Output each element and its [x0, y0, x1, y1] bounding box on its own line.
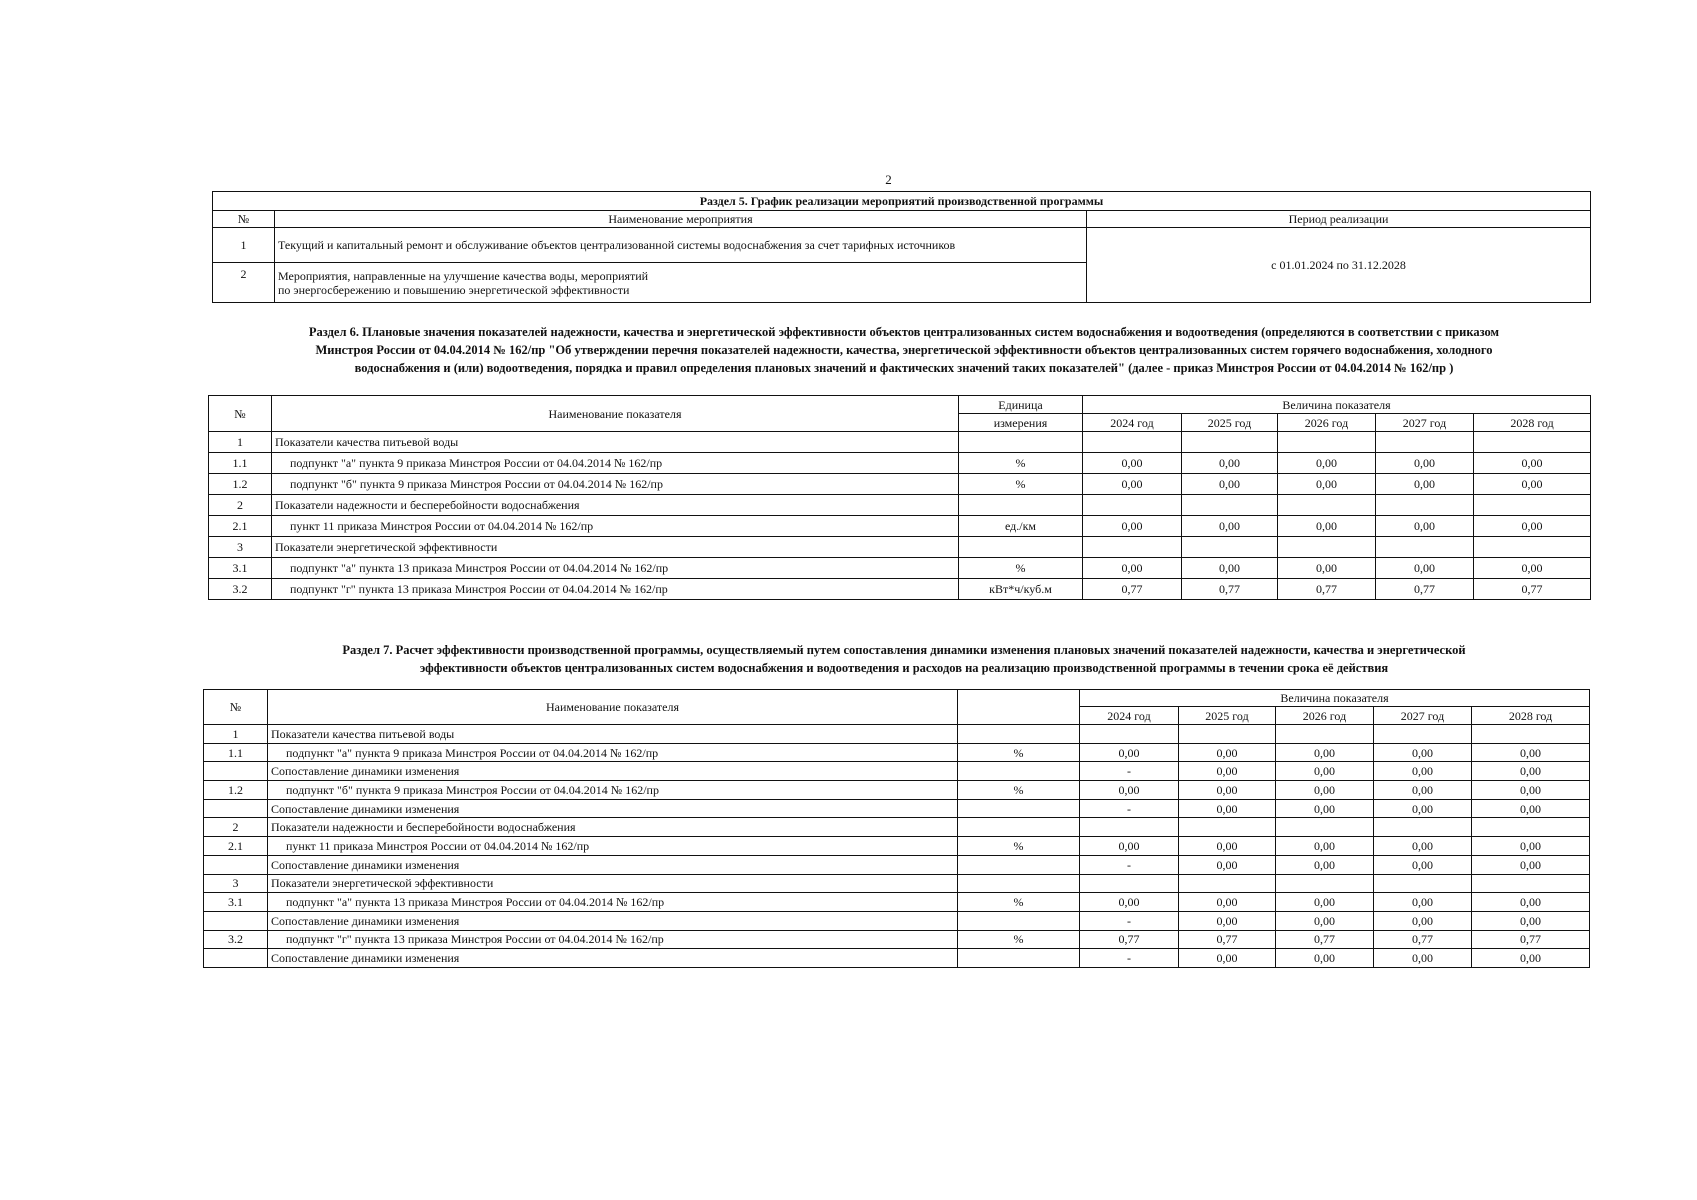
row-indicator-name: подпункт "а" пункта 9 приказа Минстроя России от 04.04.2014 № 162/пр	[272, 453, 959, 474]
row-no	[204, 911, 268, 930]
event-name-line: по энергосбережению и повышению энергетической эффективности	[278, 282, 630, 297]
row-value: -	[1080, 855, 1179, 874]
row-value	[1472, 725, 1590, 744]
row-unit	[958, 874, 1080, 893]
row-no	[204, 799, 268, 818]
row-unit: %	[958, 743, 1080, 762]
table-row	[204, 743, 1590, 762]
row-value: 0,00	[1182, 453, 1278, 474]
event-no: 1	[213, 228, 275, 263]
row-no: 1.2	[204, 781, 268, 800]
row-value	[1080, 874, 1179, 893]
row-no: 3.1	[204, 893, 268, 912]
row-value	[1278, 537, 1376, 558]
row-value: 0,00	[1083, 474, 1182, 495]
row-value: 0,00	[1472, 855, 1590, 874]
header-unit	[958, 690, 1080, 725]
row-value: 0,00	[1276, 743, 1374, 762]
row-unit	[959, 537, 1083, 558]
row-value: 0,00	[1080, 837, 1179, 856]
row-indicator-name: Показатели качества питьевой воды	[272, 432, 959, 453]
row-value	[1376, 432, 1474, 453]
row-value: 0,00	[1472, 743, 1590, 762]
header-unit: Единица	[959, 396, 1083, 414]
row-value	[1083, 495, 1182, 516]
row-no: 2	[209, 495, 272, 516]
row-no: 3	[209, 537, 272, 558]
row-no: 3	[204, 874, 268, 893]
row-value: 0,77	[1278, 579, 1376, 600]
row-value	[1278, 432, 1376, 453]
row-no: 3.2	[209, 579, 272, 600]
header-no: №	[204, 690, 268, 725]
row-unit: ед./км	[959, 516, 1083, 537]
row-indicator-name: Сопоставление динамики изменения	[268, 762, 958, 781]
row-indicator-name: Показатели надежности и бесперебойности водоснабжения	[268, 818, 958, 837]
row-indicator-name: пункт 11 приказа Минстроя России от 04.04.2014 № 162/пр	[268, 837, 958, 856]
row-indicator-name: Сопоставление динамики изменения	[268, 855, 958, 874]
row-value: 0,77	[1083, 579, 1182, 600]
table-row	[209, 516, 1591, 537]
row-value: 0,00	[1080, 743, 1179, 762]
header-year: 2025 год	[1179, 707, 1276, 725]
row-unit	[959, 495, 1083, 516]
header-period: Период реализации	[1087, 211, 1591, 228]
section6-title-line: Минстроя России от 04.04.2014 № 162/пр "Об утверждении перечня показателей надежности, качества, энергетической эффективности объектов централизованных систем горячего водоснабжения, холодного	[315, 343, 1493, 357]
row-value: 0,00	[1376, 474, 1474, 495]
row-value	[1182, 537, 1278, 558]
table-row	[209, 474, 1591, 495]
row-value: 0,00	[1374, 762, 1472, 781]
row-unit	[958, 949, 1080, 968]
page-number: 2	[885, 172, 892, 187]
row-value: 0,77	[1374, 930, 1472, 949]
row-value: 0,00	[1278, 474, 1376, 495]
row-indicator-name: Сопоставление динамики изменения	[268, 799, 958, 818]
header-year: 2025 год	[1182, 414, 1278, 432]
row-unit	[958, 855, 1080, 874]
row-value: 0,77	[1474, 579, 1591, 600]
row-value	[1472, 818, 1590, 837]
row-value	[1083, 537, 1182, 558]
header-no: №	[209, 396, 272, 432]
row-value: 0,00	[1472, 762, 1590, 781]
row-value	[1472, 874, 1590, 893]
table-row	[204, 855, 1590, 874]
row-value: 0,00	[1374, 855, 1472, 874]
row-value: 0,00	[1179, 743, 1276, 762]
table-row	[204, 874, 1590, 893]
row-value: 0,00	[1182, 474, 1278, 495]
row-value: 0,00	[1474, 453, 1591, 474]
row-value	[1179, 818, 1276, 837]
row-value	[1080, 818, 1179, 837]
row-no: 1.2	[209, 474, 272, 495]
section7-title-line: Раздел 7. Расчет эффективности производственной программы, осуществляемый путем сопоставления динамики изменения плановых значений показателей надежности, качества и энергетической	[342, 643, 1466, 657]
section7-title	[215, 641, 1593, 677]
row-value: 0,00	[1083, 558, 1182, 579]
row-value: 0,00	[1179, 855, 1276, 874]
row-unit: %	[958, 893, 1080, 912]
table-row	[209, 579, 1591, 600]
table-row	[209, 495, 1591, 516]
row-value	[1083, 432, 1182, 453]
row-value: 0,00	[1376, 558, 1474, 579]
row-indicator-name: Показатели качества питьевой воды	[268, 725, 958, 744]
row-value: 0,00	[1374, 949, 1472, 968]
row-value: 0,00	[1278, 453, 1376, 474]
row-value	[1182, 495, 1278, 516]
row-value	[1474, 432, 1591, 453]
row-no: 2.1	[209, 516, 272, 537]
row-value: 0,00	[1374, 837, 1472, 856]
row-value	[1374, 725, 1472, 744]
row-value: 0,00	[1474, 516, 1591, 537]
row-unit: кВт*ч/куб.м	[959, 579, 1083, 600]
header-year: 2026 год	[1278, 414, 1376, 432]
row-unit: %	[958, 930, 1080, 949]
row-value	[1179, 725, 1276, 744]
row-value: 0,77	[1376, 579, 1474, 600]
row-value: 0,00	[1474, 558, 1591, 579]
row-no: 1.1	[204, 743, 268, 762]
table-row	[209, 537, 1591, 558]
row-unit: %	[959, 558, 1083, 579]
row-value: 0,00	[1374, 799, 1472, 818]
row-value: 0,00	[1472, 949, 1590, 968]
row-value: -	[1080, 799, 1179, 818]
row-value: 0,00	[1080, 781, 1179, 800]
table-row	[209, 453, 1591, 474]
section6-title	[215, 323, 1593, 377]
row-value	[1179, 874, 1276, 893]
row-value: 0,00	[1278, 558, 1376, 579]
table-row	[209, 558, 1591, 579]
row-no: 3.1	[209, 558, 272, 579]
row-indicator-name: подпункт "г" пункта 13 приказа Минстроя России от 04.04.2014 № 162/пр	[272, 579, 959, 600]
row-value: 0,77	[1276, 930, 1374, 949]
row-value: 0,00	[1374, 893, 1472, 912]
row-value: 0,77	[1182, 579, 1278, 600]
row-value: 0,00	[1182, 558, 1278, 579]
header-unit: измерения	[959, 414, 1083, 432]
table-row	[204, 799, 1590, 818]
header-year: 2024 год	[1083, 414, 1182, 432]
row-no	[204, 855, 268, 874]
section6-table	[208, 395, 1591, 600]
row-value	[1376, 537, 1474, 558]
row-no: 2.1	[204, 837, 268, 856]
table-row	[204, 911, 1590, 930]
row-no	[204, 949, 268, 968]
row-no: 1	[204, 725, 268, 744]
period-value: с 01.01.2024 по 31.12.2028	[1087, 228, 1591, 303]
row-value: 0,00	[1472, 781, 1590, 800]
row-value	[1374, 874, 1472, 893]
section6-title-line: Раздел 6. Плановые значения показателей надежности, качества и энергетической эффективности объектов централизованных систем водоснабжения и водоотведения (определяются в соответствии с приказом	[308, 325, 1500, 339]
row-no: 2	[204, 818, 268, 837]
row-value: 0,00	[1276, 949, 1374, 968]
row-value: 0,00	[1276, 762, 1374, 781]
row-value	[1374, 818, 1472, 837]
row-no: 1.1	[209, 453, 272, 474]
header-year: 2027 год	[1374, 707, 1472, 725]
header-event-name: Наименование мероприятия	[275, 211, 1087, 228]
row-value	[1276, 874, 1374, 893]
row-value	[1276, 725, 1374, 744]
row-indicator-name: пункт 11 приказа Минстроя России от 04.04.2014 № 162/пр	[272, 516, 959, 537]
table-row	[204, 930, 1590, 949]
table-row	[204, 781, 1590, 800]
row-value: 0,00	[1276, 799, 1374, 818]
table-row	[204, 949, 1590, 968]
row-value: 0,00	[1374, 743, 1472, 762]
row-unit: %	[959, 474, 1083, 495]
header-year: 2028 год	[1474, 414, 1591, 432]
row-value: 0,00	[1376, 453, 1474, 474]
row-value: 0,00	[1472, 837, 1590, 856]
row-value: 0,00	[1179, 799, 1276, 818]
table-row	[209, 432, 1591, 453]
row-value: 0,00	[1179, 837, 1276, 856]
event-name-line: Мероприятия, направленные на улучшение качества воды, мероприятий	[278, 268, 649, 283]
header-year: 2028 год	[1472, 707, 1590, 725]
row-value: 0,00	[1474, 474, 1591, 495]
row-value: 0,00	[1179, 762, 1276, 781]
row-unit	[959, 432, 1083, 453]
row-indicator-name: подпункт "б" пункта 9 приказа Минстроя России от 04.04.2014 № 162/пр	[272, 474, 959, 495]
row-indicator-name: подпункт "а" пункта 9 приказа Минстроя России от 04.04.2014 № 162/пр	[268, 743, 958, 762]
row-value: 0,00	[1276, 781, 1374, 800]
header-value: Величина показателя	[1080, 690, 1590, 707]
row-indicator-name: Сопоставление динамики изменения	[268, 911, 958, 930]
row-value: 0,00	[1276, 837, 1374, 856]
header-year: 2024 год	[1080, 707, 1179, 725]
event-name	[275, 263, 1087, 303]
row-value: 0,00	[1179, 911, 1276, 930]
row-no: 3.2	[204, 930, 268, 949]
row-value: -	[1080, 911, 1179, 930]
header-year: 2026 год	[1276, 707, 1374, 725]
header-value: Величина показателя	[1083, 396, 1591, 414]
row-unit: %	[959, 453, 1083, 474]
row-value	[1080, 725, 1179, 744]
header-indicator-name: Наименование показателя	[272, 396, 959, 432]
row-value: 0,00	[1179, 949, 1276, 968]
row-value: 0,00	[1472, 893, 1590, 912]
row-value: 0,00	[1472, 911, 1590, 930]
row-value: -	[1080, 949, 1179, 968]
row-value: 0,00	[1276, 855, 1374, 874]
row-value: 0,77	[1472, 930, 1590, 949]
row-value: 0,00	[1376, 516, 1474, 537]
row-indicator-name: подпункт "б" пункта 9 приказа Минстроя России от 04.04.2014 № 162/пр	[268, 781, 958, 800]
row-value: 0,00	[1276, 893, 1374, 912]
section5-title: Раздел 5. График реализации мероприятий производственной программы	[213, 192, 1591, 211]
table-row	[204, 893, 1590, 912]
row-value: 0,00	[1472, 799, 1590, 818]
row-value	[1376, 495, 1474, 516]
row-unit: %	[958, 837, 1080, 856]
row-unit	[958, 911, 1080, 930]
table-row	[204, 725, 1590, 744]
row-value: 0,00	[1374, 781, 1472, 800]
row-unit	[958, 762, 1080, 781]
row-indicator-name: подпункт "а" пункта 13 приказа Минстроя России от 04.04.2014 № 162/пр	[268, 893, 958, 912]
row-indicator-name: Показатели энергетической эффективности	[268, 874, 958, 893]
row-indicator-name: Сопоставление динамики изменения	[268, 949, 958, 968]
row-value: 0,77	[1080, 930, 1179, 949]
event-name: Текущий и капитальный ремонт и обслуживание объектов централизованной системы водоснабжения за счет тарифных источников	[275, 228, 1087, 263]
section6-title-line: водоснабжения и (или) водоотведения, порядка и правил определения плановых значений и фактических значений таких показателей" (далее - приказ Минстроя России от 04.04.2014 № 162/пр )	[354, 361, 1454, 375]
table-row	[204, 818, 1590, 837]
header-year: 2027 год	[1376, 414, 1474, 432]
row-value	[1474, 495, 1591, 516]
section5-table	[212, 191, 1591, 303]
row-value: 0,00	[1374, 911, 1472, 930]
row-value: 0,00	[1083, 516, 1182, 537]
section7-table	[203, 689, 1590, 968]
row-value	[1278, 495, 1376, 516]
row-unit	[958, 799, 1080, 818]
row-no	[204, 762, 268, 781]
row-value: 0,00	[1179, 781, 1276, 800]
row-unit: %	[958, 781, 1080, 800]
row-value: 0,00	[1179, 893, 1276, 912]
row-indicator-name: Показатели энергетической эффективности	[272, 537, 959, 558]
row-value: 0,00	[1182, 516, 1278, 537]
section7-title-line: эффективности объектов централизованных систем водоснабжения и водоотведения и расходов на реализацию производственной программы в течении срока её действия	[419, 661, 1389, 675]
row-value: 0,77	[1179, 930, 1276, 949]
table-row	[204, 762, 1590, 781]
row-value: 0,00	[1276, 911, 1374, 930]
row-no: 1	[209, 432, 272, 453]
row-unit	[958, 725, 1080, 744]
row-value: 0,00	[1080, 893, 1179, 912]
header-indicator-name: Наименование показателя	[268, 690, 958, 725]
row-value: 0,00	[1083, 453, 1182, 474]
row-indicator-name: подпункт "г" пункта 13 приказа Минстроя России от 04.04.2014 № 162/пр	[268, 930, 958, 949]
table-row	[204, 837, 1590, 856]
row-value: -	[1080, 762, 1179, 781]
row-indicator-name: Показатели надежности и бесперебойности водоснабжения	[272, 495, 959, 516]
row-indicator-name: подпункт "а" пункта 13 приказа Минстроя России от 04.04.2014 № 162/пр	[272, 558, 959, 579]
event-no: 2	[213, 263, 275, 303]
header-no: №	[213, 211, 275, 228]
row-value	[1182, 432, 1278, 453]
row-value	[1474, 537, 1591, 558]
row-value	[1276, 818, 1374, 837]
row-unit	[958, 818, 1080, 837]
row-value: 0,00	[1278, 516, 1376, 537]
